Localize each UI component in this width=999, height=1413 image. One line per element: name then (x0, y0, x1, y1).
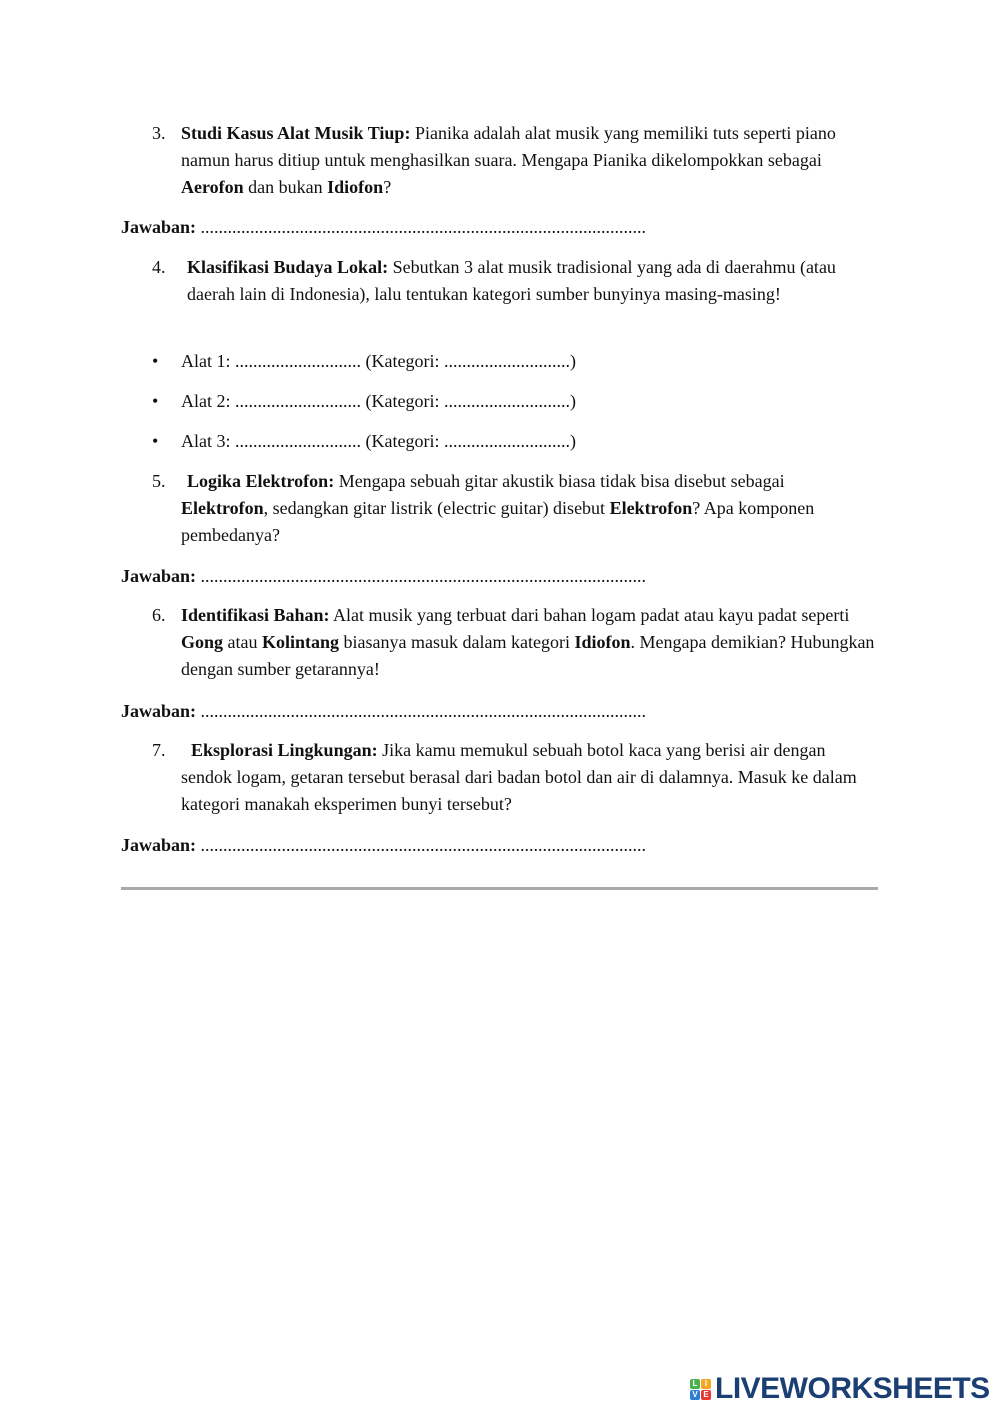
bold-term: Aerofon (181, 177, 244, 197)
text: ? (383, 177, 392, 197)
question-title: Klasifikasi Budaya Lokal: (187, 257, 389, 277)
answer-line-7[interactable] (121, 832, 721, 859)
answer-dots[interactable]: ................................................................................................... (196, 835, 647, 855)
liveworksheets-logo (690, 1372, 990, 1405)
answer-line-3[interactable] (121, 214, 721, 241)
logo-wordmark: LIVEWORKSHEETS (715, 1372, 990, 1405)
answer-line-5[interactable] (121, 563, 721, 590)
bold-term: Idiofon (327, 177, 384, 197)
bullet-text[interactable]: Alat 1: ............................ (Kategori: ............................) (181, 351, 576, 371)
answer-dots[interactable]: ................................................................................................... (196, 701, 647, 721)
bold-term: Gong (181, 632, 224, 652)
text: Mengapa sebuah gitar akustik biasa tidak bisa disebut sebagai (334, 471, 785, 491)
bullet-icon: • (152, 391, 159, 411)
answer-dots[interactable]: ................................................................................................... (196, 217, 647, 237)
live-logo-icon (690, 1379, 711, 1400)
answer-label: Jawaban: (121, 835, 197, 855)
answer-dots[interactable]: ................................................................................................... (196, 566, 647, 586)
logo-letter: E (701, 1390, 711, 1400)
question-text (181, 602, 876, 683)
question-text (181, 468, 876, 549)
text: , sedangkan gitar listrik (electric guitar) disebut (263, 498, 610, 518)
question-title: Eksplorasi Lingkungan: (191, 740, 378, 760)
text: biasanya masuk dalam kategori (339, 632, 575, 652)
text: dan bukan (243, 177, 328, 197)
answer-label: Jawaban: (121, 701, 197, 721)
question-title: Logika Elektrofon: (187, 471, 335, 491)
answer-label: Jawaban: (121, 217, 197, 237)
bullet-icon: • (152, 351, 159, 371)
question-number: 6. (152, 605, 166, 625)
bold-term: Kolintang (262, 632, 340, 652)
bold-term: Elektrofon (181, 498, 264, 518)
text: Sebutkan 3 alat musik tradisional yang ada di daerahmu (atau daerah lain di Indonesia), lalu tentukan kategori sumber bunyinya masing-masing! (187, 257, 836, 304)
question-title: Studi Kasus Alat Musik Tiup: (181, 123, 411, 143)
bold-term: Idiofon (574, 632, 631, 652)
logo-letter: L (690, 1379, 700, 1389)
bullet-text[interactable]: Alat 2: ............................ (Kategori: ............................) (181, 391, 576, 411)
answer-label: Jawaban: (121, 566, 197, 586)
text: Jika kamu memukul sebuah botol kaca yang berisi air dengan sendok logam, getaran tersebut berasal dari badan botol dan air di dalamnya. Masuk ke dalam kategori manakah eksperimen bunyi tersebut? (181, 740, 857, 814)
answer-line-6[interactable] (121, 698, 721, 725)
question-text (181, 737, 876, 818)
text: . Mengapa demikian? Hubungkan dengan sumber getarannya! (181, 632, 875, 679)
horizontal-divider (121, 887, 878, 890)
question-text (187, 254, 877, 308)
question-number: 5. (152, 471, 166, 491)
text: atau (223, 632, 262, 652)
text: Pianika adalah alat musik yang memiliki tuts seperti piano namun harus ditiup untuk menghasilkan suara. Mengapa Pianika dikelompokkan sebagai (181, 123, 836, 170)
bullet-icon: • (152, 431, 159, 451)
text: Alat musik yang terbuat dari bahan logam padat atau kayu padat seperti (329, 605, 850, 625)
question-number: 3. (152, 123, 166, 143)
question-text (181, 120, 876, 201)
question-title: Identifikasi Bahan: (181, 605, 330, 625)
bullet-text[interactable]: Alat 3: ............................ (Kategori: ............................) (181, 431, 576, 451)
logo-letter: V (690, 1390, 700, 1400)
question-number: 7. (152, 740, 166, 760)
bold-term: Elektrofon (609, 498, 693, 518)
logo-letter: I (701, 1379, 711, 1389)
question-number: 4. (152, 257, 166, 277)
text: ? Apa komponen pembedanya? (181, 498, 815, 545)
